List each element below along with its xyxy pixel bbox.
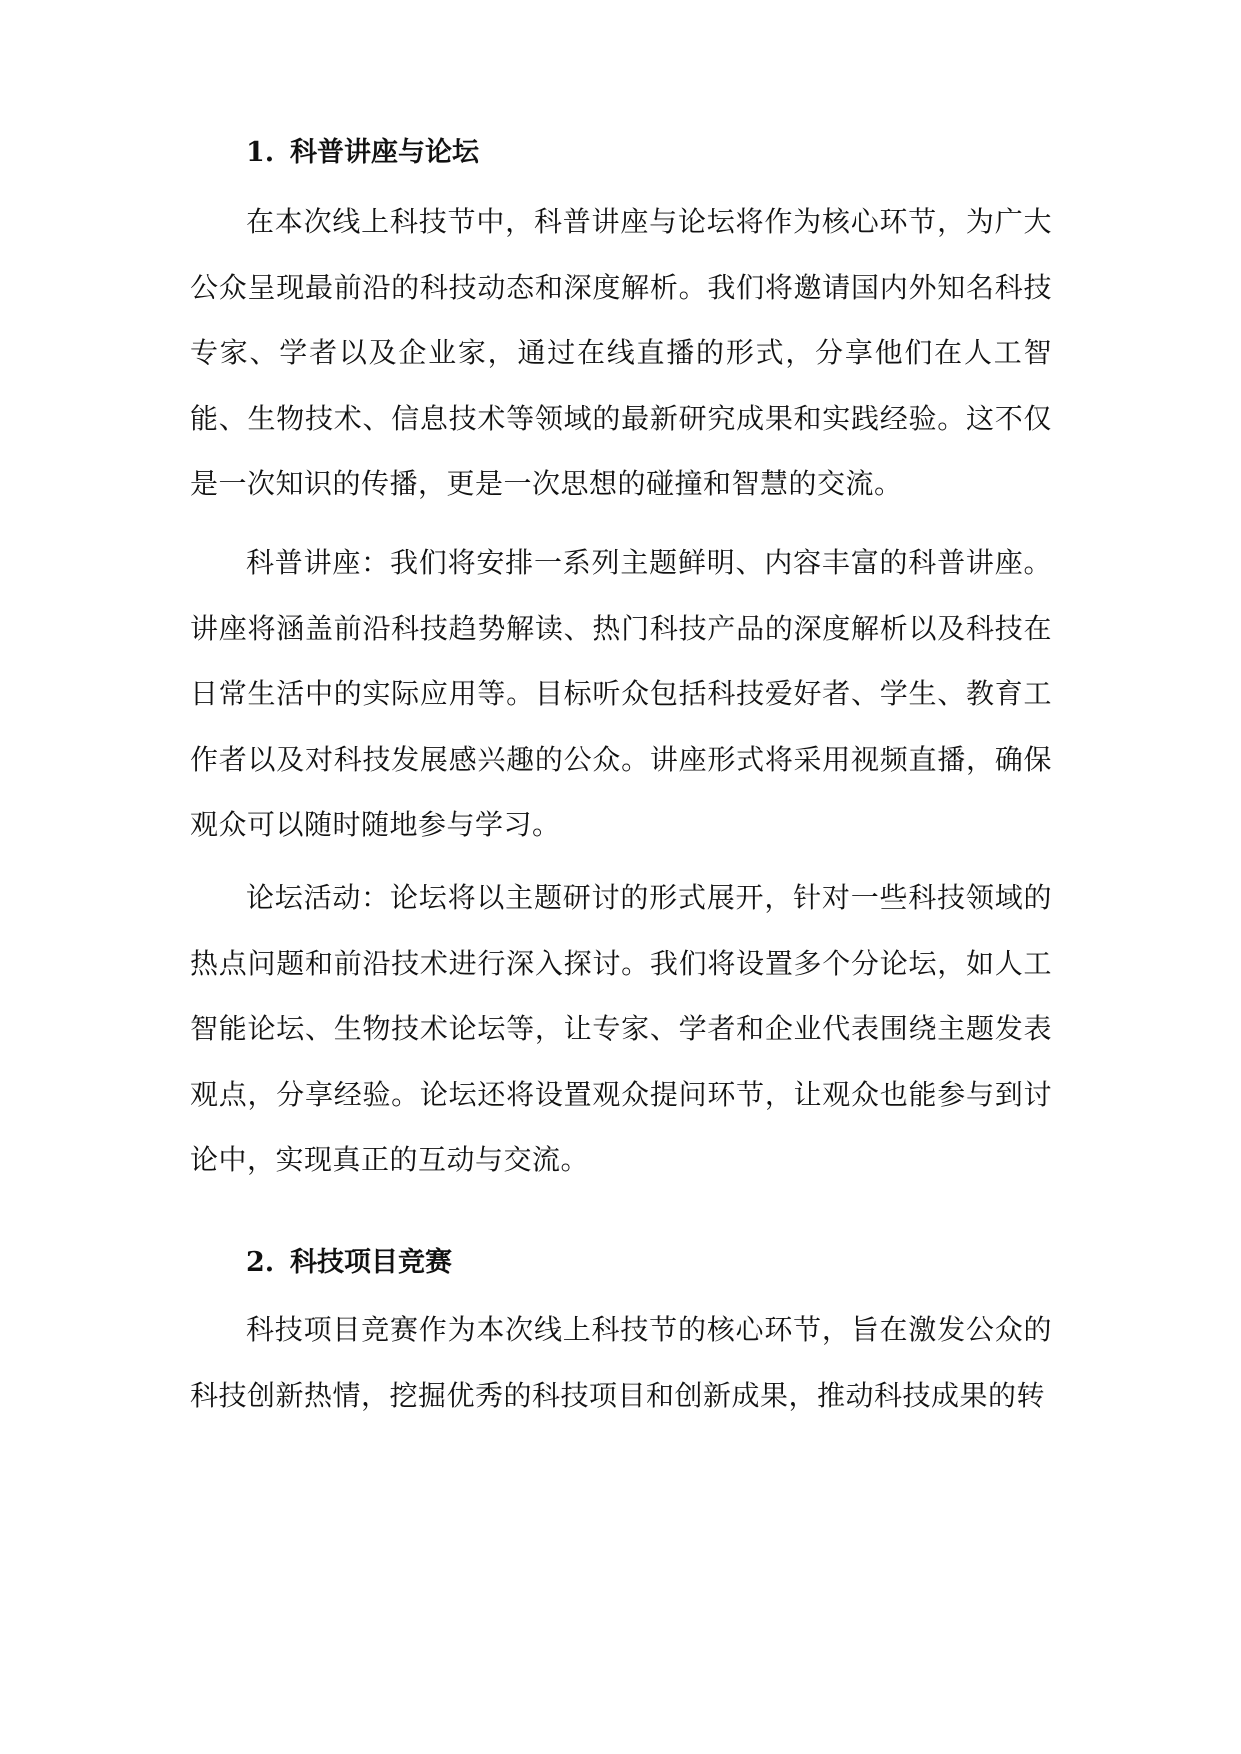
paragraph: 论坛活动：论坛将以主题研讨的形式展开，针对一些科技领域的热点问题和前沿技术进行深入探讨。我们将设置多个分论坛，如人工智能论坛、生物技术论坛等，让专家、学者和企业代表围绕主题发表观点，分享经验。论坛还将设置观众提问环节，让观众也能参与到讨论中，实现真正的互动与交流。 <box>190 881 1052 1176</box>
section-heading-2 <box>246 1246 452 1280</box>
section-heading-1 <box>246 136 479 170</box>
section-number: 2. <box>246 1247 275 1278</box>
section-number: 1. <box>246 137 275 168</box>
paragraph: 在本次线上科技节中，科普讲座与论坛将作为核心环节，为广大公众呈现最前沿的科技动态和深度解析。我们将邀请国内外知名科技专家、学者以及企业家，通过在线直播的形式，分享他们在人工智能、生物技术、信息技术等领域的最新研究成果和实践经验。这不仅是一次知识的传播，更是一次思想的碰撞和智慧的交流。 <box>190 205 1052 500</box>
paragraph: 科普讲座：我们将安排一系列主题鲜明、内容丰富的科普讲座。讲座将涵盖前沿科技趋势解读、热门科技产品的深度解析以及科技在日常生活中的实际应用等。目标听众包括科技爱好者、学生、教育工作者以及对科技发展感兴趣的公众。讲座形式将采用视频直播，确保观众可以随时随地参与学习。 <box>190 546 1052 841</box>
section-title: 科技项目竞赛 <box>290 1247 452 1278</box>
paragraph: 科技项目竞赛作为本次线上科技节的核心环节，旨在激发公众的科技创新热情，挖掘优秀的科技项目和创新成果，推动科技成果的转 <box>190 1313 1052 1412</box>
section-title: 科普讲座与论坛 <box>290 137 479 168</box>
